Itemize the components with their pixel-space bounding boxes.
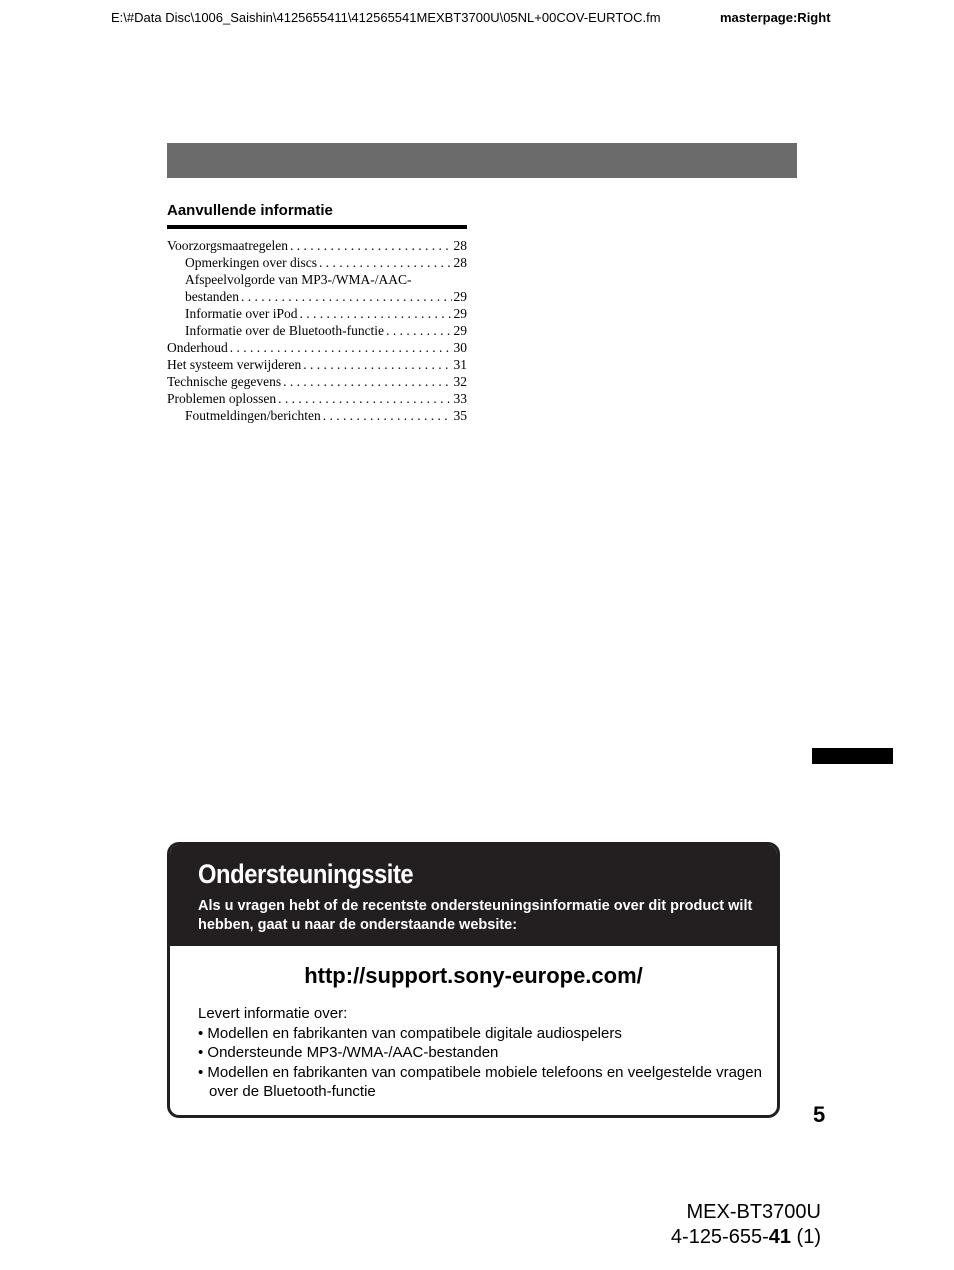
toc-entry-label: Technische gegevens bbox=[167, 374, 282, 389]
toc-entry-page: 29 bbox=[453, 289, 467, 304]
thumb-index-tab bbox=[812, 748, 893, 764]
toc-entry[interactable] bbox=[167, 288, 467, 305]
toc-entry[interactable] bbox=[167, 305, 467, 322]
model-code-suffix: (1) bbox=[791, 1226, 821, 1248]
toc-entry[interactable] bbox=[167, 390, 467, 407]
masterpage-label: masterpage:Right bbox=[720, 10, 831, 25]
support-header bbox=[170, 845, 777, 946]
toc-entry-label: bestanden bbox=[185, 289, 239, 304]
toc-leader-dots bbox=[283, 373, 451, 390]
support-site-box bbox=[167, 842, 780, 1118]
toc-leader-dots bbox=[323, 407, 452, 424]
support-bullet: • Modellen en fabrikanten van compatibele digitale audiospelers bbox=[198, 1024, 622, 1042]
toc-entry[interactable] bbox=[167, 237, 467, 254]
toc-entry[interactable] bbox=[167, 271, 467, 288]
toc-leader-dots bbox=[230, 339, 452, 356]
toc-entry-page: 29 bbox=[453, 306, 467, 321]
section-banner bbox=[167, 143, 797, 178]
toc-leader-dots bbox=[241, 288, 452, 305]
toc-entry-page: 33 bbox=[453, 391, 467, 406]
toc-entry-label: Informatie over de Bluetooth-functie bbox=[185, 323, 385, 338]
toc-entry-page: 31 bbox=[453, 357, 467, 372]
toc-entry[interactable] bbox=[167, 373, 467, 390]
toc-entry-page: 28 bbox=[453, 238, 467, 253]
toc-entry[interactable] bbox=[167, 322, 467, 339]
toc-leader-dots bbox=[303, 356, 451, 373]
support-bullet: • Ondersteunde MP3-/WMA-/AAC-bestanden bbox=[198, 1044, 499, 1061]
toc-list bbox=[167, 237, 467, 424]
support-title: Ondersteuningssite bbox=[198, 859, 414, 889]
model-name: MEX-BT3700U bbox=[686, 1201, 821, 1223]
toc-entry-label: Het systeem verwijderen bbox=[167, 357, 302, 372]
model-code-bold: 41 bbox=[768, 1226, 791, 1248]
support-info bbox=[170, 1004, 777, 1102]
toc-entry[interactable] bbox=[167, 356, 467, 373]
toc-leader-dots bbox=[278, 390, 451, 407]
model-info bbox=[671, 1200, 821, 1250]
toc-entry-label: Voorzorgsmaatregelen bbox=[167, 238, 288, 253]
toc-entry-page: 28 bbox=[453, 255, 467, 270]
toc-entry-label: Problemen oplossen bbox=[167, 391, 277, 406]
toc-leader-dots bbox=[386, 322, 451, 339]
toc-leader-dots bbox=[290, 237, 452, 254]
toc-entry[interactable] bbox=[167, 254, 467, 271]
model-code bbox=[671, 1225, 821, 1250]
toc-entry-label: Informatie over iPod bbox=[185, 306, 298, 321]
toc-entry[interactable] bbox=[167, 339, 467, 356]
support-bullet: • Modellen en fabrikanten van compatibele mobiele telefoons en veelgestelde vragen over de Bluetooth-functie bbox=[198, 1063, 762, 1100]
page-number: 5 bbox=[813, 1102, 826, 1127]
model-code-prefix: 4-125-655- bbox=[670, 1226, 769, 1248]
toc-entry-label: Afspeelvolgorde van MP3-/WMA-/AAC- bbox=[185, 272, 412, 287]
toc-entry-page: 30 bbox=[453, 340, 467, 355]
toc-leader-dots bbox=[319, 254, 452, 271]
support-intro: Als u vragen hebt of de recentste ondersteuningsinformatie over dit product wilt hebben, gaat u naar de onderstaande website: bbox=[198, 898, 753, 933]
toc-leader-dots bbox=[299, 305, 451, 322]
toc-entry-label: Foutmeldingen/berichten bbox=[185, 408, 321, 423]
file-path-header: E:\#Data Disc\1006_Saishin\4125655411\412565541MEXBT3700U\05NL+00COV-EURTOC.fm bbox=[111, 10, 661, 25]
toc-entry-label: Opmerkingen over discs bbox=[185, 255, 317, 270]
toc-entry[interactable] bbox=[167, 407, 467, 424]
support-bullet-list bbox=[198, 1024, 777, 1102]
toc-heading: Aanvullende informatie bbox=[167, 201, 467, 229]
toc-entry-page: 29 bbox=[453, 323, 467, 338]
toc-entry-page: 35 bbox=[453, 408, 467, 423]
toc-entry-page: 32 bbox=[453, 374, 467, 389]
table-of-contents bbox=[167, 201, 467, 424]
support-lead: Levert informatie over: bbox=[198, 1005, 348, 1022]
support-url-link[interactable]: http://support.sony-europe.com/ bbox=[304, 963, 643, 988]
toc-entry-label: Onderhoud bbox=[167, 340, 228, 355]
